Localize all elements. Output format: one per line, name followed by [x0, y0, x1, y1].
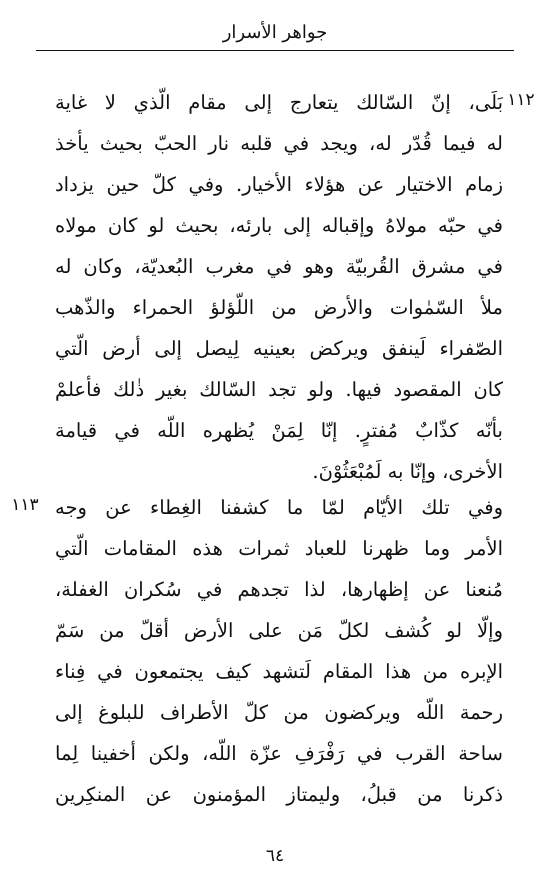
paragraph-number: ١١٣: [11, 495, 39, 515]
text-line: بأنّه كذّابٌ مُفترٍ. إنّا لِمَنْ يُظهره اللّه في قيامة: [55, 419, 503, 442]
text-line: ذكرنا من قبلُ، وليمتاز المؤمنون عن المنكِرين: [55, 783, 503, 806]
header-rule: [36, 50, 514, 51]
text-line: في حبّه مولاهُ وإقباله إلى بارئه، بحيث لو كان مولاه: [55, 214, 503, 237]
text-line: كان المقصود فيها. ولو تجد السّالك بغير ذٰلك فأعلمْ: [55, 378, 503, 401]
paragraph-number: ١١٢: [507, 90, 535, 110]
text-line: مُنعنا عن إظهارها، لذا تجدهم في سُكران الغفلة،: [55, 578, 503, 601]
paragraph: [55, 487, 503, 815]
text-line: الأخرى، وإنّا به لَمُبْعَثُوْنَ.: [312, 460, 503, 483]
text-line: الصّفراء لَينفق ويركض بعينيه لِيصل إلى أرض الّتي: [55, 337, 503, 360]
text-line: له فيما قُدّر له، ويجد في قلبه نار الحبّ بحيث يأخذ: [55, 132, 503, 155]
text-line: زمام الاختيار عن هؤلاء الأخيار. وفي كلّ حين يزداد: [55, 173, 503, 196]
running-title: جواهر الأسرار: [222, 22, 328, 43]
text-line: ملأ السّمٰوات والأرض من اللّؤلؤ الحمراء والذّهب: [55, 296, 503, 319]
paragraph: [55, 82, 503, 492]
text-line: الأمر وما ظهرنا للعباد ثمرات هذه المقامات الّتي: [55, 537, 503, 560]
text-line: رحمة اللّه ويركضون من كلّ الأطراف للبلوغ إلى: [55, 701, 503, 724]
text-line: ساحة القرب في رَفْرَفِ عزّة اللّه، ولكن أخفينا لِما: [55, 742, 503, 765]
text-line: وإلّا لو كُشف لكلّ مَن على الأرض أقلّ من سَمّ: [55, 619, 503, 642]
text-line: وفي تلك الأيّام لمّا ما كشفنا الغِطاء عن وجه: [55, 496, 503, 519]
page-number: ٦٤: [265, 846, 285, 866]
text-line: في مشرق القُربيّة وهو في مغرب البُعديّة، وكان له: [55, 255, 503, 278]
text-line: الإبره من هذا المقام لَتشهد كيف يجتمعون في فِناء: [55, 660, 503, 683]
text-line: بَلَى، إنّ السّالك يتعارج إلى مقام الّذي لا غاية: [55, 91, 503, 114]
